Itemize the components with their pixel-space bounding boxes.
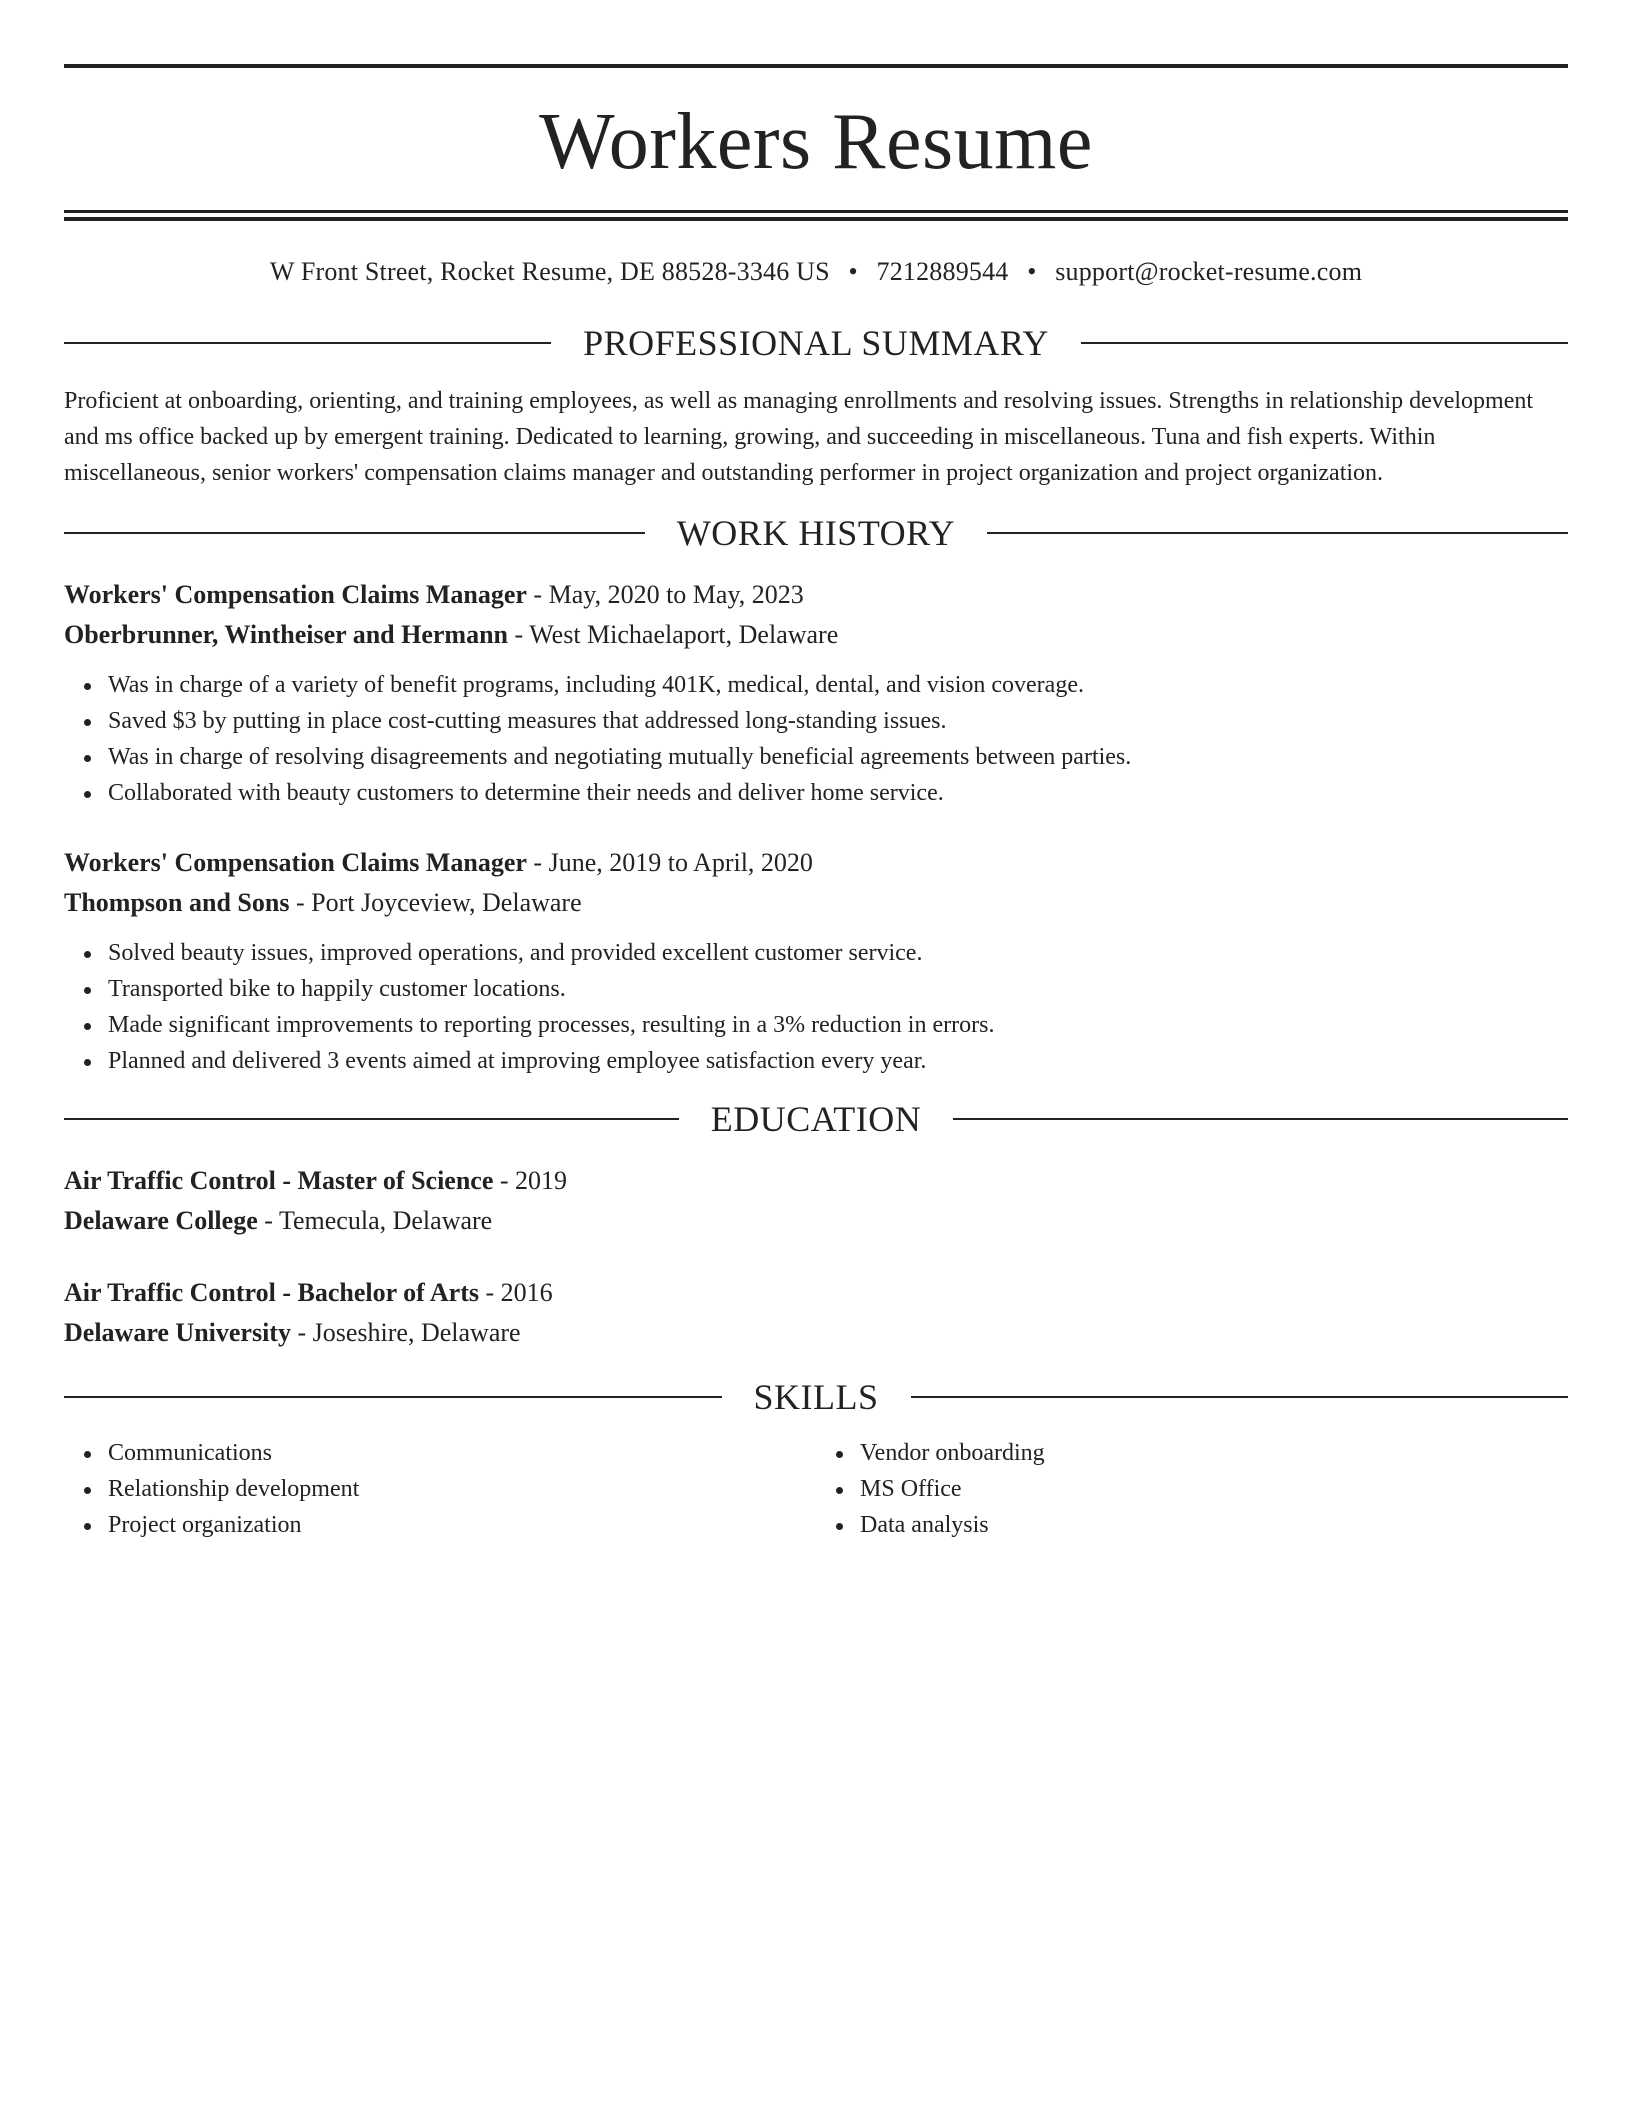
list-item: Was in charge of resolving disagreements and negotiating mutually beneficial agreements between parties.: [108, 739, 1568, 775]
summary-text: Proficient at onboarding, orienting, and training employees, as well as managing enrollments and resolving issues. Strengths in relationship development and ms office backed up by emergent training. Dedicated to learning, growing, and succeeding in miscellaneous. Tuna and fish experts. Within miscellaneous, senior workers' compensation claims manager and outstanding performer in project organization and project organization.: [64, 388, 1534, 486]
degree-line: [64, 1161, 1568, 1201]
section-title: PROFESSIONAL SUMMARY: [583, 323, 1049, 363]
skill-item: Data analysis: [860, 1507, 1568, 1543]
heading-rule-left: [64, 1118, 679, 1120]
contact-email: support@rocket-resume.com: [1055, 257, 1363, 286]
section-title: SKILLS: [753, 1377, 879, 1417]
heading-rule-right: [911, 1396, 1569, 1398]
heading-rule-right: [987, 532, 1568, 534]
list-item: Collaborated with beauty customers to determine their needs and deliver home service.: [108, 775, 1568, 811]
skill-item: MS Office: [860, 1471, 1568, 1507]
section-title: EDUCATION: [710, 1099, 922, 1139]
contact-separator: •: [848, 257, 858, 286]
dash: -: [289, 888, 312, 917]
dash: -: [478, 1278, 501, 1307]
job-title-line: [64, 843, 1568, 883]
graduation-year: 2019: [515, 1166, 568, 1195]
school-line: [64, 1201, 1568, 1241]
school-line: [64, 1313, 1568, 1353]
graduation-year: 2016: [500, 1278, 553, 1307]
top-rule: [64, 64, 1568, 68]
education-entry: [64, 1273, 1568, 1353]
job-bullets: [64, 667, 1568, 811]
section-title: WORK HISTORY: [676, 513, 956, 553]
job-location: Port Joyceview, Delaware: [311, 888, 582, 917]
dash: -: [290, 1318, 313, 1347]
degree-line: [64, 1273, 1568, 1313]
skill-item: Communications: [108, 1435, 816, 1471]
title-double-rule: [64, 210, 1568, 221]
job-company: Oberbrunner, Wintheiser and Hermann: [64, 620, 508, 649]
degree: Air Traffic Control - Bachelor of Arts: [64, 1278, 479, 1307]
degree: Air Traffic Control - Master of Science: [64, 1166, 494, 1195]
section-heading-summary: [64, 323, 1568, 363]
job-dates: May, 2020 to May, 2023: [548, 580, 804, 609]
list-item: Was in charge of a variety of benefit programs, including 401K, medical, dental, and vision coverage.: [108, 667, 1568, 703]
heading-rule-left: [64, 342, 551, 344]
skills-column-left: [64, 1435, 816, 1543]
skills-grid: [64, 1435, 1568, 1543]
resume-title: Workers Resume: [539, 98, 1093, 186]
heading-rule-right: [1081, 342, 1568, 344]
dash: -: [526, 848, 549, 877]
list-item: Planned and delivered 3 events aimed at improving employee satisfaction every year.: [108, 1043, 1568, 1079]
dash: -: [257, 1206, 279, 1235]
education-entry: [64, 1161, 1568, 1241]
job-company-line: [64, 615, 1568, 655]
heading-rule-left: [64, 532, 645, 534]
dash: -: [526, 580, 549, 609]
school-location: Temecula, Delaware: [278, 1206, 493, 1235]
section-heading-work-history: [64, 513, 1568, 553]
contact-phone: 7212889544: [876, 257, 1009, 286]
skill-item: Vendor onboarding: [860, 1435, 1568, 1471]
skill-item: Relationship development: [108, 1471, 816, 1507]
contact-line: [64, 257, 1568, 287]
section-heading-skills: [64, 1377, 1568, 1417]
dash: -: [493, 1166, 516, 1195]
school: Delaware University: [64, 1318, 291, 1347]
school: Delaware College: [64, 1206, 258, 1235]
job-company: Thompson and Sons: [64, 888, 290, 917]
job-title-line: [64, 575, 1568, 615]
job-company-line: [64, 883, 1568, 923]
list-item: Transported bike to happily customer locations.: [108, 971, 1568, 1007]
contact-address: W Front Street, Rocket Resume, DE 88528-3346 US: [269, 257, 830, 286]
list-item: Made significant improvements to reporting processes, resulting in a 3% reduction in errors.: [108, 1007, 1568, 1043]
job-location: West Michaelaport, Delaware: [529, 620, 839, 649]
job-entry: [64, 843, 1568, 1079]
heading-rule-right: [953, 1118, 1568, 1120]
job-dates: June, 2019 to April, 2020: [548, 848, 813, 877]
list-item: Saved $3 by putting in place cost-cutting measures that addressed long-standing issues.: [108, 703, 1568, 739]
job-entry: [64, 575, 1568, 811]
heading-rule-left: [64, 1396, 722, 1398]
contact-separator: •: [1027, 257, 1037, 286]
job-title: Workers' Compensation Claims Manager: [64, 580, 527, 609]
job-title: Workers' Compensation Claims Manager: [64, 848, 527, 877]
school-location: Joseshire, Delaware: [312, 1318, 521, 1347]
skill-item: Project organization: [108, 1507, 816, 1543]
section-heading-education: [64, 1099, 1568, 1139]
dash: -: [508, 620, 530, 649]
job-bullets: [64, 935, 1568, 1079]
list-item: Solved beauty issues, improved operations, and provided excellent customer service.: [108, 935, 1568, 971]
skills-column-right: [816, 1435, 1568, 1543]
